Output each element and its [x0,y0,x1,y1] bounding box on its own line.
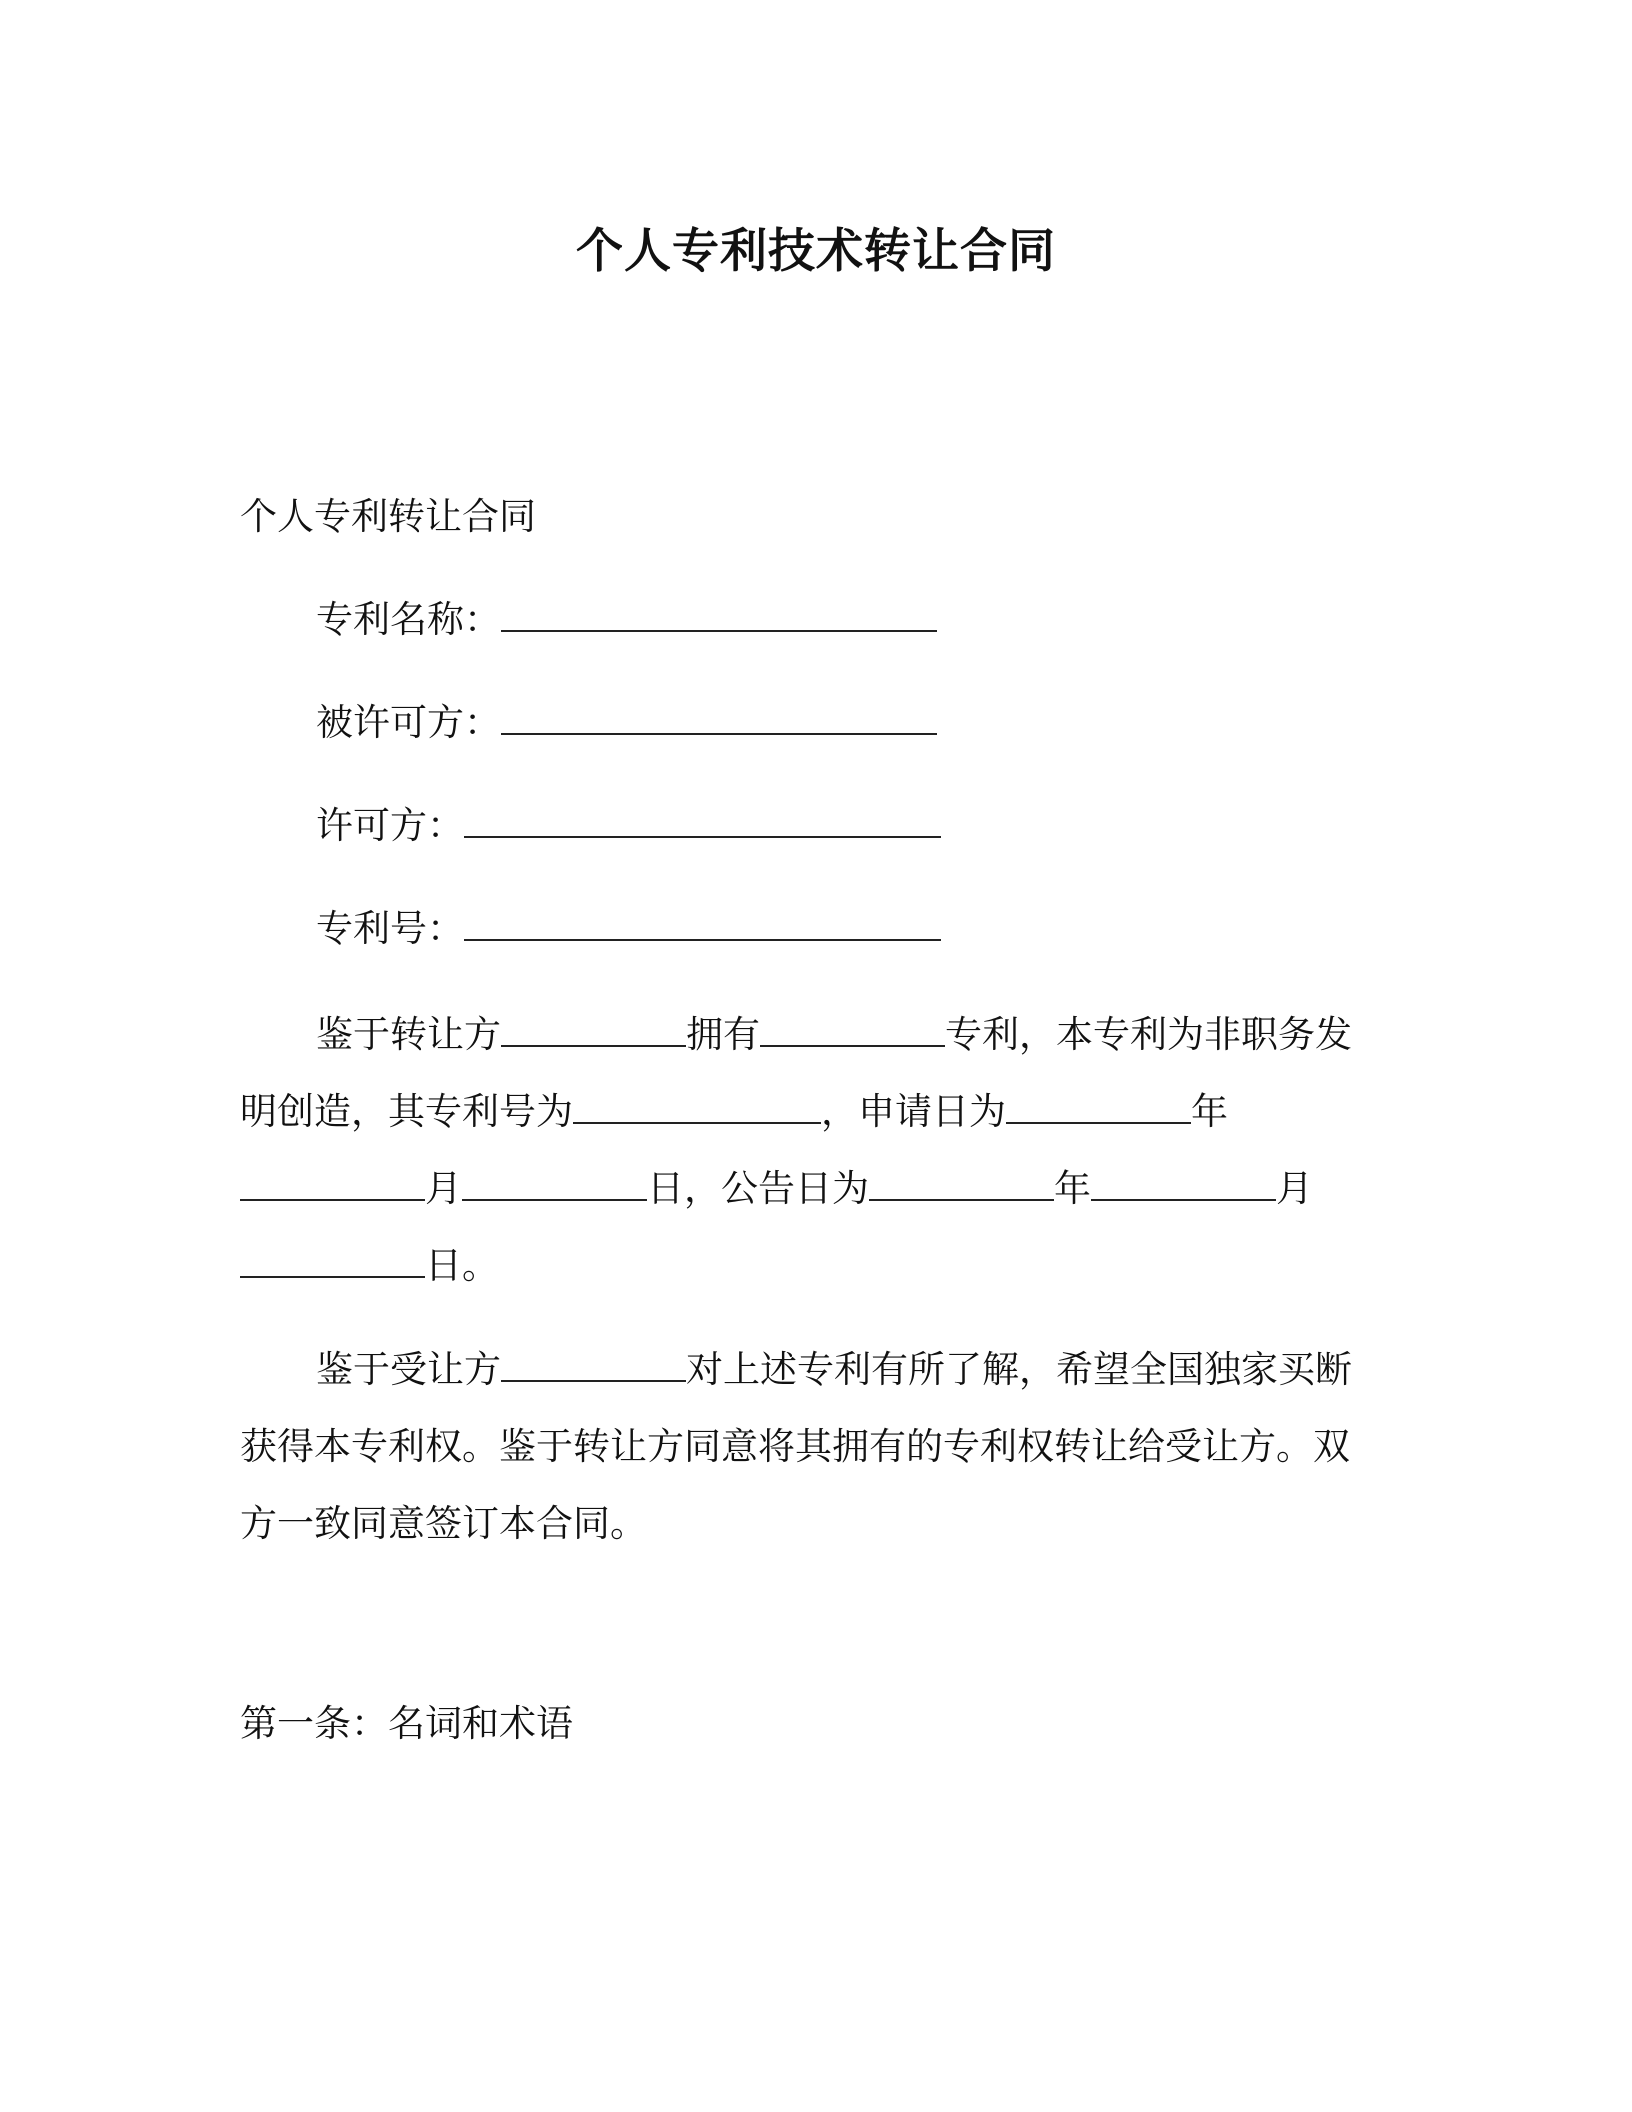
blank-patent-name[interactable] [501,600,937,632]
para-text: 日，公告日为 [647,1167,869,1210]
para-text: 鉴于受让方 [316,1348,501,1391]
para1-line1 [316,1010,1352,1060]
blank-licensor[interactable] [464,806,941,838]
para-text: 年 [1054,1167,1091,1210]
article-1-heading: 第一条：名词和术语 [240,1702,573,1745]
blank-transferor[interactable] [501,1015,686,1047]
para1-line4 [240,1241,499,1291]
para-text: 对上述专利有所了解，希望全国独家买断 [686,1348,1352,1391]
field-patent-name [316,595,937,645]
para2-line2: 获得本专利权。鉴于转让方同意将其拥有的专利权转让给受让方。双 [240,1425,1350,1468]
contract-subtitle: 个人专利转让合同 [240,495,536,538]
blank-apply-year[interactable] [1006,1092,1191,1124]
field-label: 专利号： [316,907,464,950]
blank-announce-year[interactable] [869,1169,1054,1201]
field-patent-number [316,904,941,954]
para-text: ，申请日为 [821,1090,1006,1133]
field-licensor [316,801,941,851]
blank-apply-day[interactable] [462,1169,647,1201]
blank-patent-number[interactable] [464,909,941,941]
para-text: 拥有 [686,1013,760,1056]
para-text: 月 [425,1167,462,1210]
para-text: 月 [1276,1167,1313,1210]
blank-announce-month[interactable] [1091,1169,1276,1201]
document-title: 个人专利技术转让合同 [576,224,1056,279]
field-label: 被许可方： [316,701,501,744]
blank-transferee[interactable] [501,1350,686,1382]
para-text: 日。 [425,1244,499,1287]
para2-line1 [316,1345,1352,1395]
field-licensee [316,698,937,748]
para-text: 鉴于转让方 [316,1013,501,1056]
blank-patent-no[interactable] [573,1092,821,1124]
para1-line3 [240,1164,1313,1214]
para-text: 明创造，其专利号为 [240,1090,573,1133]
blank-patent[interactable] [760,1015,945,1047]
para2-line3: 方一致同意签订本合同。 [240,1502,647,1545]
para1-line2 [240,1087,1228,1137]
para-text: 专利，本专利为非职务发 [945,1013,1352,1056]
blank-apply-month[interactable] [240,1169,425,1201]
field-label: 专利名称： [316,598,501,641]
blank-announce-day[interactable] [240,1246,425,1278]
blank-licensee[interactable] [501,703,937,735]
field-label: 许可方： [316,804,464,847]
para-text: 年 [1191,1090,1228,1133]
